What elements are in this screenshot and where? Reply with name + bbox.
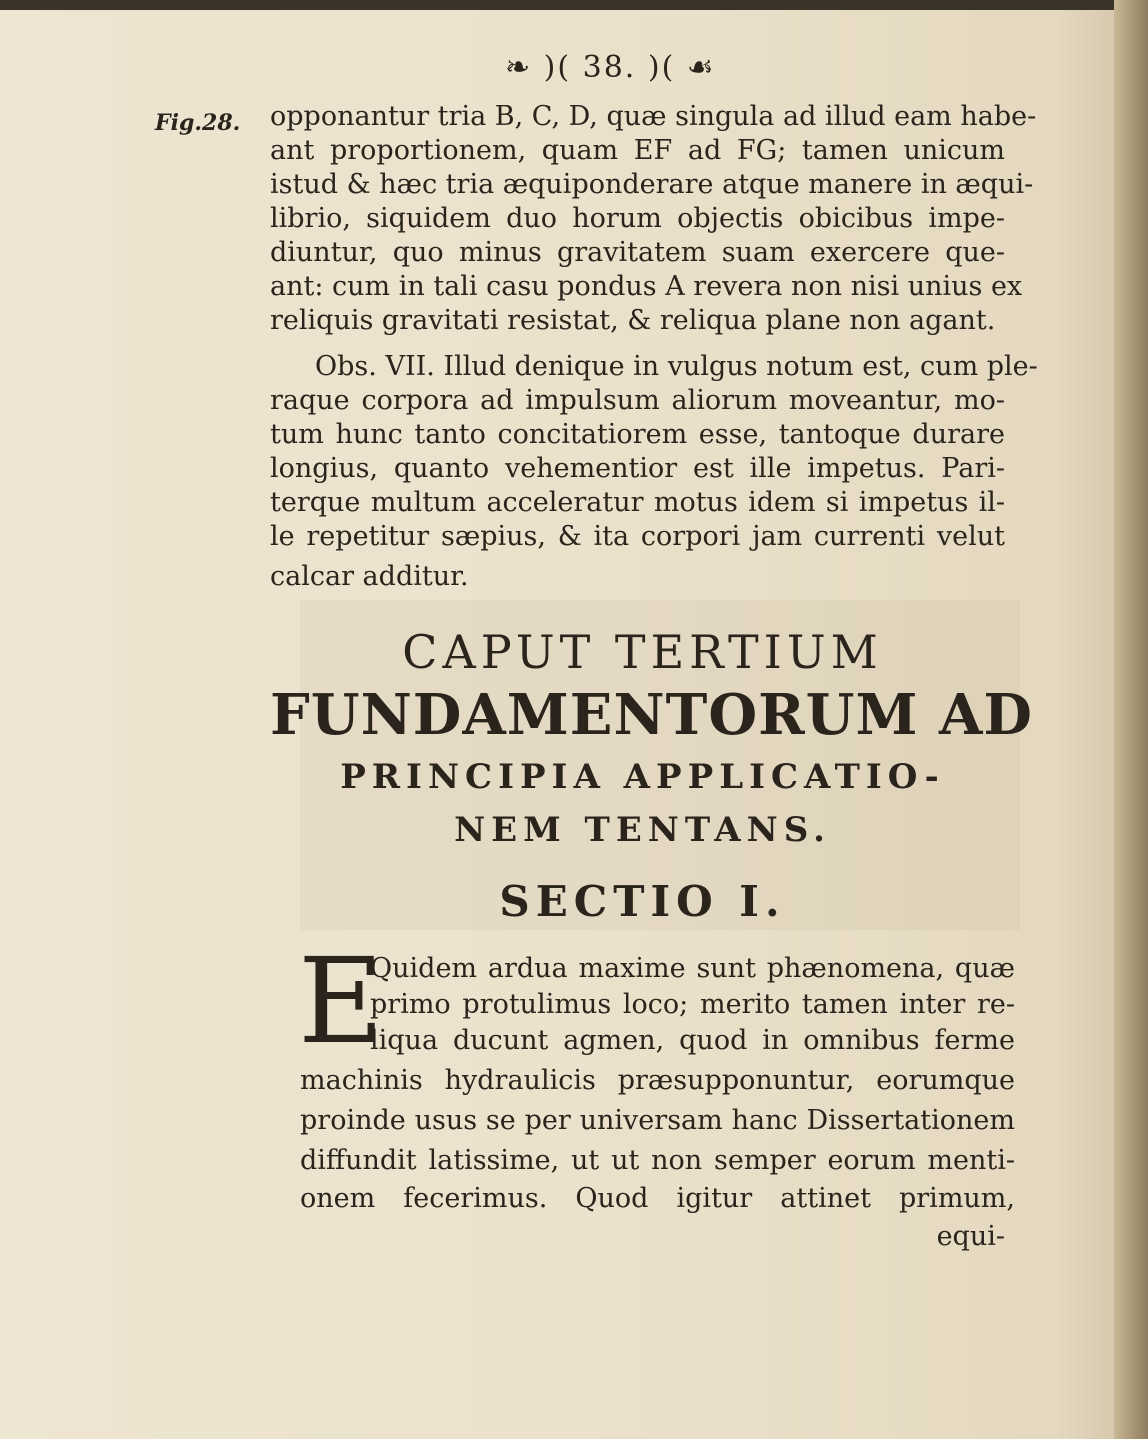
- text-line: diuntur, quo minus gravitatem suam exercere que-: [270, 237, 1005, 268]
- text-line: tum hunc tanto concitatiorem esse, tantoque durare: [270, 419, 1005, 450]
- text-line: ant proportionem, quam EF ad FG; tamen unicum: [270, 135, 1005, 166]
- text-line: istud & hæc tria æquiponderare atque manere in æqui-: [270, 169, 1034, 200]
- text-line: librio, siquidem duo horum objectis obicibus impe-: [270, 203, 1005, 234]
- section-heading: SECTIO I.: [499, 877, 786, 926]
- running-head: ❧ )( 38. )( ☙: [505, 50, 716, 85]
- drop-cap: E: [298, 932, 385, 1070]
- text-line: reliquis gravitati resistat, & reliqua plane non agant.: [270, 305, 996, 336]
- text-line: onem fecerimus. Quod igitur attinet primum,: [300, 1183, 1015, 1214]
- book-top-edge: [0, 0, 1148, 10]
- text-line: liqua ducunt agmen, quod in omnibus ferme: [370, 1025, 1015, 1056]
- text-line: ant: cum in tali casu pondus A revera non nisi unius ex: [270, 271, 1023, 302]
- text-line: primo protulimus loco; merito tamen inter re-: [370, 989, 1015, 1020]
- text-line: opponantur tria B, C, D, quæ singula ad illud eam habe-: [270, 101, 1037, 132]
- text-line: proinde usus se per universam hanc Dissertationem: [300, 1105, 1015, 1136]
- text-line: longius, quanto vehementior est ille impetus. Pari-: [270, 453, 1005, 484]
- catchword: equi-: [936, 1221, 1005, 1252]
- chapter-title: CAPUT TERTIUM: [402, 625, 883, 679]
- margin-note-figure: Fig.28.: [155, 110, 241, 136]
- text-line: diffundit latissime, ut ut non semper eorum menti-: [300, 1145, 1015, 1176]
- text-line: Obs. VII. Illud denique in vulgus notum est, cum ple-: [315, 351, 1038, 382]
- text-line: calcar additur.: [270, 561, 469, 592]
- chapter-subtitle: NEM TENTANS.: [454, 810, 831, 850]
- text-line: terque multum acceleratur motus idem si impetus il-: [270, 487, 1005, 518]
- book-spine-shadow: [1114, 0, 1148, 1439]
- text-line: le repetitur sæpius, & ita corpori jam currenti velut: [270, 521, 1005, 552]
- text-line: raque corpora ad impulsum aliorum moveantur, mo-: [270, 385, 1005, 416]
- chapter-subtitle: PRINCIPIA APPLICATIO-: [340, 757, 945, 797]
- text-line: Quidem ardua maxime sunt phænomena, quæ: [370, 953, 1015, 984]
- chapter-subtitle: FUNDAMENTORUM AD: [270, 682, 1033, 748]
- text-line: machinis hydraulicis præsupponuntur, eorumque: [300, 1065, 1015, 1096]
